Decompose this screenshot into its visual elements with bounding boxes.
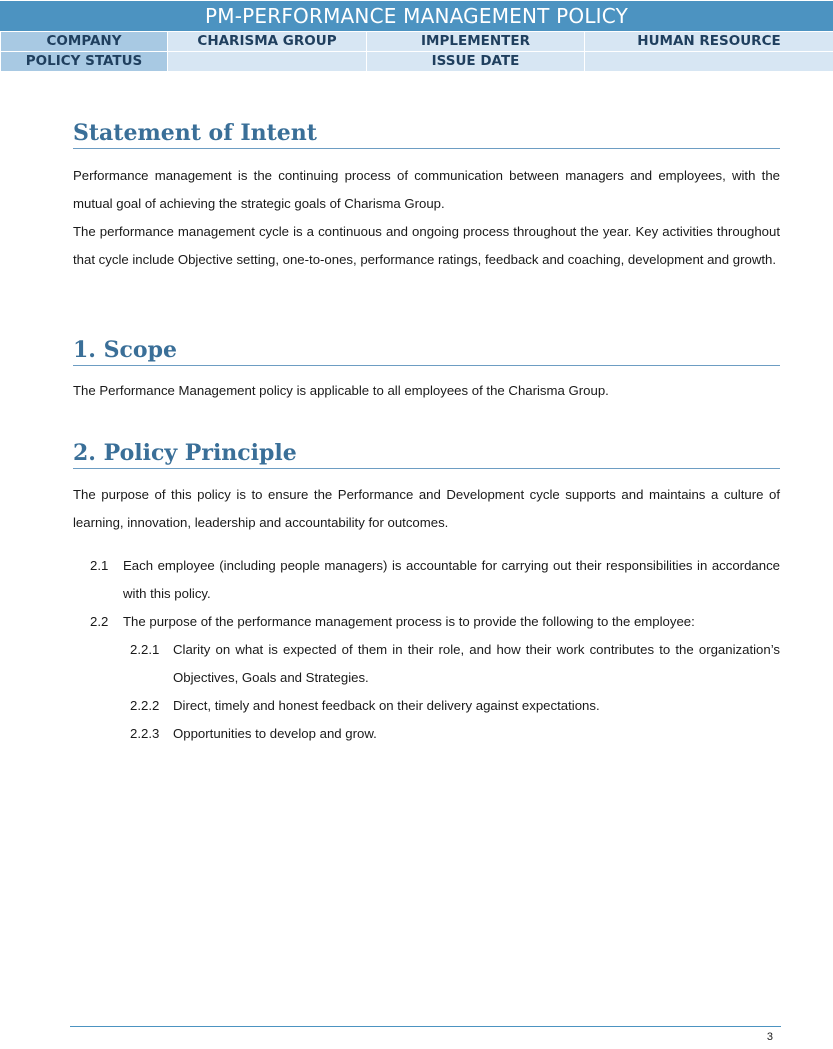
intent-paragraph-2: The performance management cycle is a continuous and ongoing process throughout the year. Key activities throughout that cycle include Objective setting, one-to-ones, performance ratings, feedback and coaching, development and growth.: [73, 224, 780, 267]
policy-status-label: POLICY STATUS: [1, 52, 168, 72]
policy-status-value: [168, 52, 367, 72]
issue-date-value: [585, 52, 833, 72]
issue-date-label: ISSUE DATE: [367, 52, 585, 72]
info-row-2: [1, 52, 833, 72]
implementer-label: IMPLEMENTER: [367, 32, 585, 52]
company-value: CHARISMA GROUP: [168, 32, 367, 52]
item-number: 2.2: [90, 614, 109, 629]
sub-list-item: Opportunities to develop and grow.: [173, 726, 377, 741]
item-number: 2.1: [90, 558, 109, 573]
subitem-number: 2.2.1: [130, 642, 160, 657]
intent-heading: Statement of Intent: [73, 119, 780, 149]
sub-list-item: Clarity on what is expected of them in their role, and how their work contributes to the organization’s Objectives, Goals and Strategies.: [173, 642, 780, 685]
principle-paragraph: The purpose of this policy is to ensure the Performance and Development cycle supports and maintains a culture of learning, innovation, leadership and accountability for outcomes.: [73, 487, 780, 530]
list-item: Each employee (including people managers) is accountable for carrying out their responsibilities in accordance with this policy.: [123, 558, 780, 601]
intent-paragraph-1: Performance management is the continuing process of communication between managers and employees, with the mutual goal of achieving the strategic goals of Charisma Group.: [73, 168, 780, 211]
subitem-number: 2.2.2: [130, 698, 160, 713]
page-number: 3: [766, 1031, 773, 1043]
info-row-1: [1, 32, 833, 52]
footer-divider: [70, 1026, 781, 1027]
document-title: PM-PERFORMANCE MANAGEMENT POLICY: [0, 1, 833, 31]
principle-heading: 2. Policy Principle: [73, 439, 780, 469]
list-item: The purpose of the performance management process is to provide the following to the employee:: [123, 614, 695, 629]
subitem-number: 2.2.3: [130, 726, 160, 741]
sub-list-item: Direct, timely and honest feedback on their delivery against expectations.: [173, 698, 600, 713]
scope-paragraph: The Performance Management policy is applicable to all employees of the Charisma Group.: [73, 383, 609, 398]
scope-heading: 1. Scope: [73, 336, 780, 366]
company-label: COMPANY: [1, 32, 168, 52]
implementer-value: HUMAN RESOURCE: [585, 32, 833, 52]
policy-info-table: [0, 31, 833, 72]
